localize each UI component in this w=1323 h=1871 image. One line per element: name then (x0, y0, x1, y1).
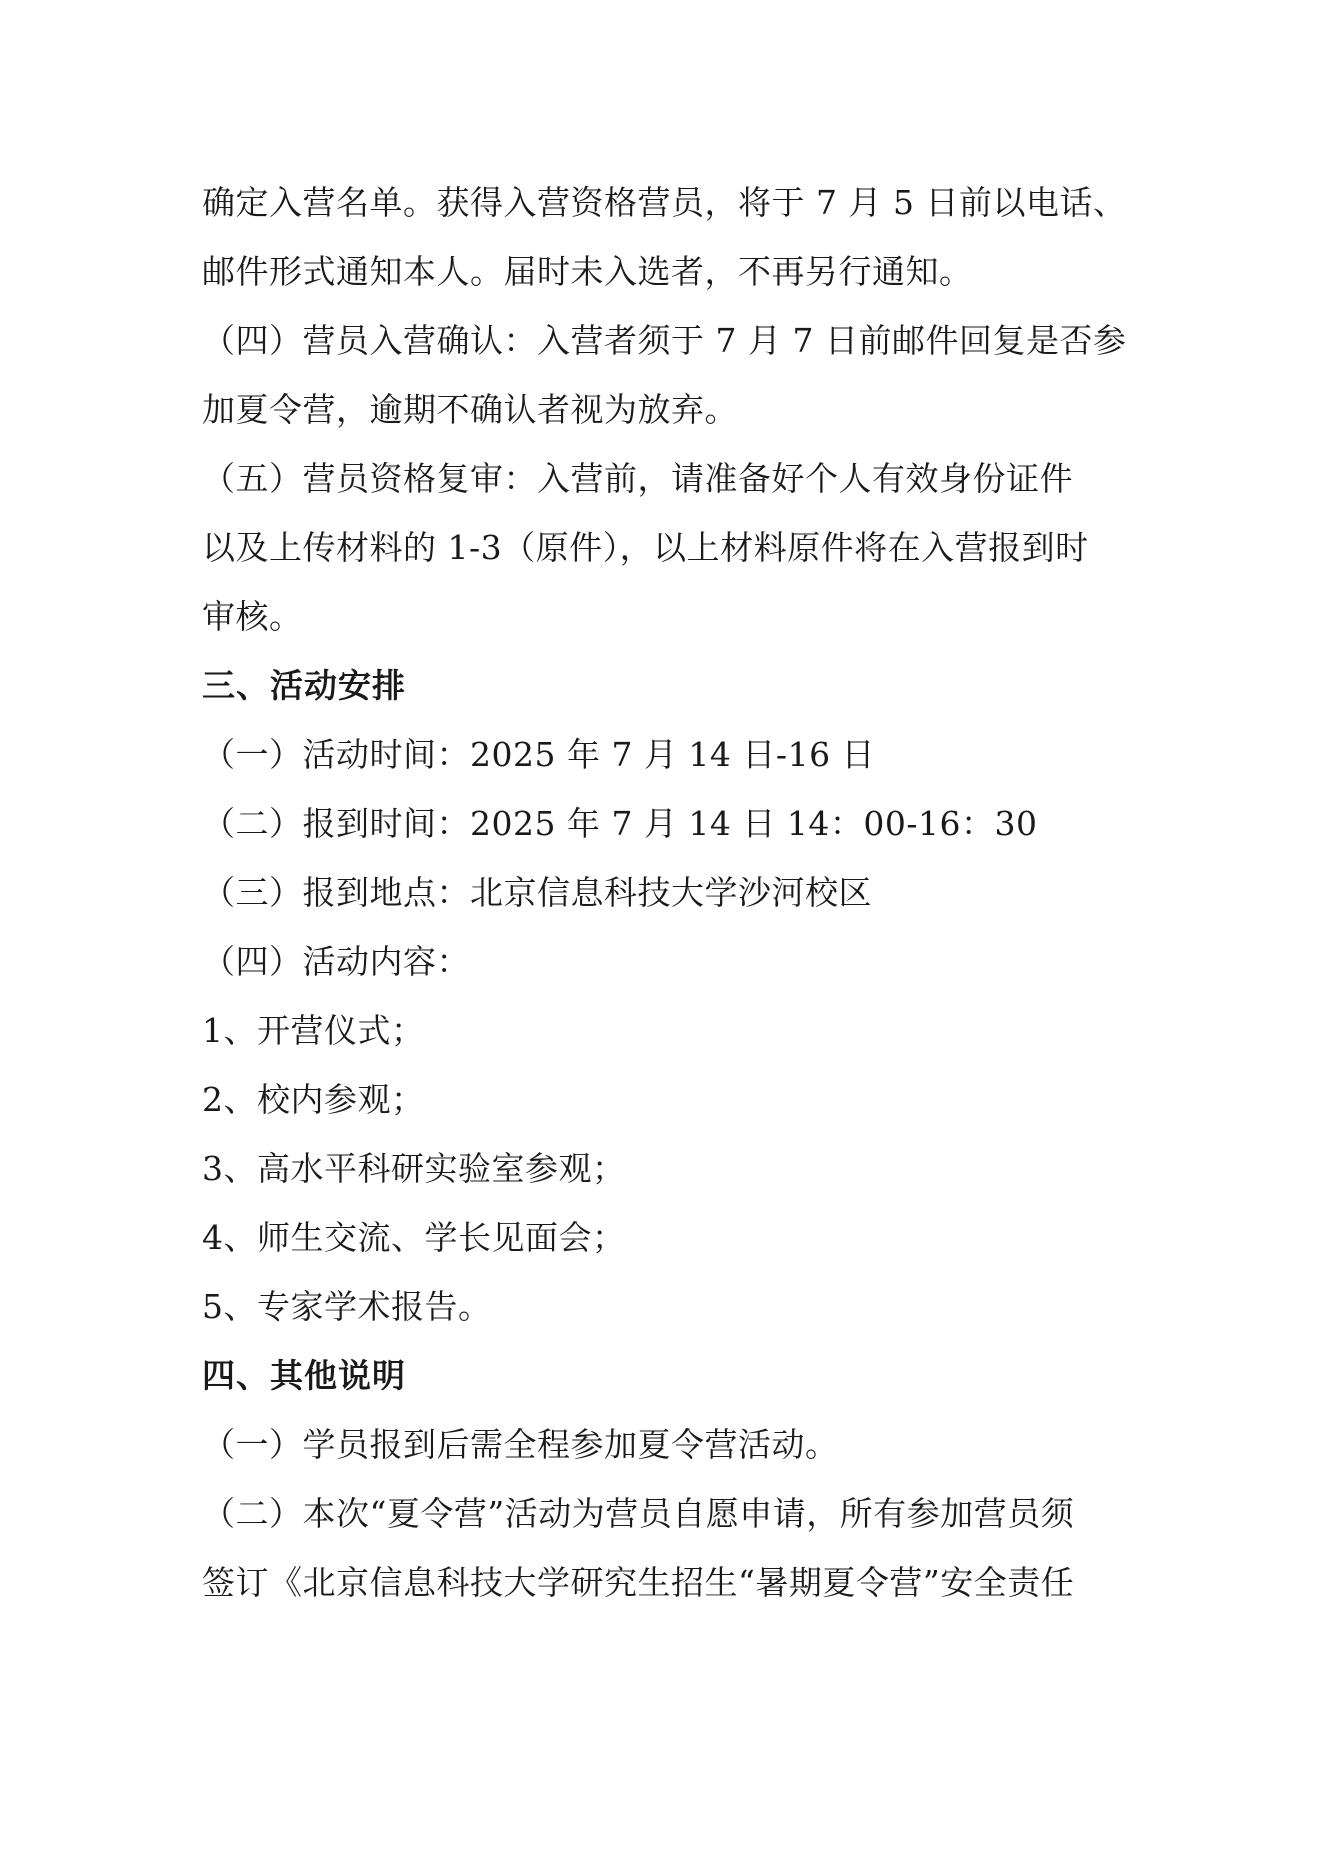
paragraph-line: （二）本次“夏令营”活动为营员自愿申请，所有参加营员须 (202, 1494, 1075, 1533)
paragraph-line: 以及上传材料的 1-3（原件），以上材料原件将在入营报到时 (202, 528, 1089, 567)
paragraph-line: （三）报到地点：北京信息科技大学沙河校区 (202, 873, 872, 912)
list-item: 4、师生交流、学长见面会； (202, 1218, 626, 1257)
paragraph-line: （四）活动内容： (202, 942, 470, 981)
section-heading: 三、活动安排 (202, 666, 406, 705)
paragraph-line: 审核。 (202, 597, 303, 636)
list-item: 5、专家学术报告。 (202, 1287, 492, 1326)
paragraph-line: （一）活动时间：2025 年 7 月 14 日-16 日 (202, 735, 876, 774)
list-item: 2、校内参观； (202, 1080, 425, 1119)
paragraph-line: （五）营员资格复审：入营前，请准备好个人有效身份证件 (202, 459, 1073, 498)
section-heading: 四、其他说明 (202, 1356, 406, 1395)
paragraph-line: 签订《北京信息科技大学研究生招生“暑期夏令营”安全责任 (202, 1563, 1075, 1602)
paragraph-line: 加夏令营，逾期不确认者视为放弃。 (202, 390, 738, 429)
list-item: 1、开营仪式； (202, 1011, 425, 1050)
document-body (202, 168, 1132, 1617)
paragraph-line: 确定入营名单。获得入营资格营员，将于 7 月 5 日前以电话、 (202, 183, 1127, 222)
paragraph-line: （四）营员入营确认：入营者须于 7 月 7 日前邮件回复是否参 (202, 321, 1127, 360)
list-item: 3、高水平科研实验室参观； (202, 1149, 626, 1188)
paragraph-line: （二）报到时间：2025 年 7 月 14 日 14：00-16：30 (202, 804, 1038, 843)
paragraph-line: （一）学员报到后需全程参加夏令营活动。 (202, 1425, 839, 1464)
paragraph-line: 邮件形式通知本人。届时未入选者，不再另行通知。 (202, 252, 973, 291)
